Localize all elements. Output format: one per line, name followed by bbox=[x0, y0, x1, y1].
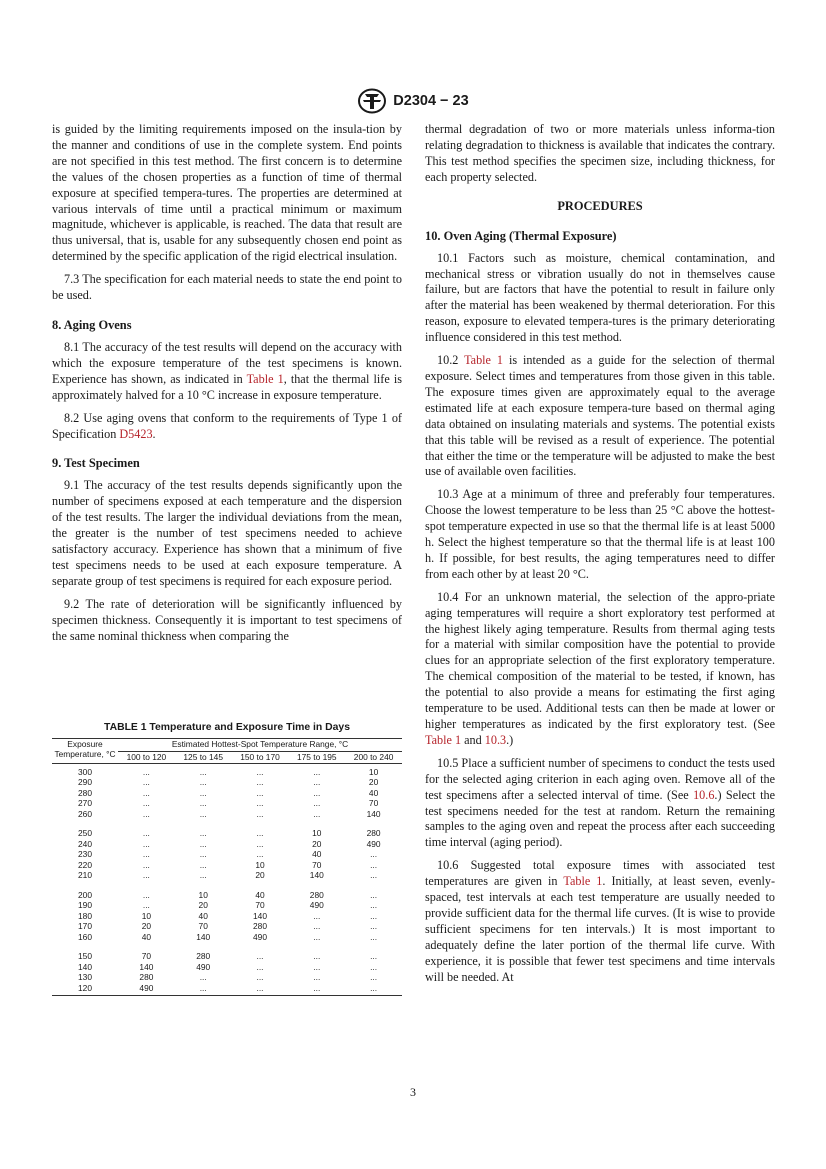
table-cell: ... bbox=[199, 808, 207, 819]
table-cell: 280 bbox=[139, 972, 154, 983]
table-cell: ... bbox=[199, 777, 207, 788]
paragraph-10-4: 10.4 For an unknown material, the selection of the appro-priate aging temperatures will require a short exploratory test performed at the highest likely aging temperature. Results from thermal aging tests for a material with similar composition have the potential to provide clues for an appropriate selection of the first exploratory temperature. The chemical composition of the material to be tested, if known, has the potential to also provide a means for estimating the first aging temperature to be used. Additional tests can then be made at lower or higher temperatures as indicated by the first exploratory test. (See Table 1 and 10.3.) bbox=[425, 589, 775, 747]
table-cell: ... bbox=[175, 983, 232, 996]
table-cell: ... bbox=[256, 951, 264, 962]
paragraph-10-3: 10.3 Age at a minimum of three and preferably four temperatures. Choose the lowest temperature to be less than 25 °C above the hottest-spot temperature expected in use so that the thermal life is at least 5000 h. Select the highest temperature so that the thermal life is at least 100 h. If possible, for best results, the aging temperatures need to differ from each other by at least 20 °C. bbox=[425, 487, 775, 581]
table-cell: 140 bbox=[309, 870, 324, 881]
table-cell: 40 bbox=[368, 787, 379, 798]
table-cell: ... bbox=[142, 838, 150, 849]
table-cell: ... bbox=[199, 838, 207, 849]
table-cell: 280 bbox=[196, 951, 211, 962]
section-10-3-link[interactable]: 10.3 bbox=[484, 732, 507, 747]
table-cell: ... bbox=[370, 931, 378, 942]
table-cell: 40 bbox=[312, 849, 322, 860]
table-cell: ... bbox=[313, 798, 321, 809]
table-cell: 250 bbox=[78, 828, 92, 839]
temperature-exposure-table bbox=[52, 738, 402, 996]
table-cell: ... bbox=[142, 766, 150, 777]
table-cell: ... bbox=[199, 787, 207, 798]
table-cell: ... bbox=[199, 972, 207, 983]
table-cell: 280 bbox=[253, 921, 267, 932]
paragraph-7-2-continuation: is guided by the limiting requirements imposed on the insula-tion by the manner and conditions of use in the complete system. End points are not specified in this test method. The first concern is to determine the values of the chosen properties as a function of time of thermal exposure at specified tempera-tures. The properties are determined at various intervals of time until a practical minimum or maximum magnitude, whichever is applicable, is reached. The data that result are thus universal, that is, usable for any subsequently chosen end point as determined by the specific application of the rigid electrical insulation. bbox=[52, 122, 402, 264]
table-cell: ... bbox=[370, 870, 378, 881]
table-cell: 160 bbox=[78, 931, 92, 942]
paragraph-9-1: 9.1 The accuracy of the test results depends significantly upon the number of specimens exposed at each temperature and the dispersion of the test results. The larger the individual deviations from the mean, the greater is the number of test specimens needed to achieve satisfactory accuracy. Experience has shown that a minimum of five test specimens needs to be used at each exposure temperature. A separate group of test specimens is required for each exposure period. bbox=[52, 478, 402, 588]
section-heading-8: 8. Aging Ovens bbox=[52, 317, 132, 332]
table-cell: ... bbox=[142, 889, 150, 900]
column-header-range-1: 100 to 120 bbox=[118, 752, 175, 763]
table-cell: ... bbox=[313, 961, 321, 972]
table-cell: ... bbox=[142, 859, 150, 870]
table-cell: 490 bbox=[253, 931, 267, 942]
column-header-range: Estimated Hottest-Spot Temperature Range, °C bbox=[118, 739, 402, 752]
table-cell: ... bbox=[370, 972, 378, 983]
table-row bbox=[52, 788, 402, 799]
table-cell: 140 bbox=[78, 961, 92, 972]
table-cell: ... bbox=[256, 828, 264, 839]
table-cell: 280 bbox=[366, 828, 381, 839]
table-row bbox=[52, 798, 402, 809]
table-cell: ... bbox=[199, 870, 207, 881]
table-cell: 70 bbox=[368, 798, 379, 809]
d5423-link[interactable]: D5423 bbox=[119, 426, 153, 441]
table-cell: 220 bbox=[78, 859, 92, 870]
table-row bbox=[52, 839, 402, 850]
table-cell: ... bbox=[370, 961, 378, 972]
table-cell: ... bbox=[313, 910, 321, 921]
table-row bbox=[52, 819, 402, 839]
table-cell: ... bbox=[370, 910, 378, 921]
table-cell: ... bbox=[256, 972, 264, 983]
table-cell: 10 bbox=[198, 889, 208, 900]
table-cell: 490 bbox=[309, 900, 324, 911]
table-cell: 300 bbox=[78, 766, 92, 777]
table-cell: ... bbox=[370, 889, 378, 900]
table-cell: 200 bbox=[78, 889, 92, 900]
table-cell: 70 bbox=[255, 900, 265, 911]
table-cell: ... bbox=[256, 798, 264, 809]
table-cell: 260 bbox=[78, 808, 92, 819]
table-cell: ... bbox=[313, 787, 321, 798]
table-cell: ... bbox=[256, 961, 264, 972]
table-cell: ... bbox=[256, 777, 264, 788]
table-row bbox=[52, 921, 402, 932]
table-cell: ... bbox=[199, 828, 207, 839]
table-cell: 280 bbox=[309, 889, 324, 900]
table-cell: ... bbox=[142, 808, 150, 819]
table-row bbox=[52, 860, 402, 871]
table-cell: ... bbox=[256, 838, 264, 849]
table-cell: ... bbox=[313, 972, 321, 983]
table-title: TABLE 1 Temperature and Exposure Time in Days bbox=[104, 722, 350, 733]
column-header-exposure-temperature: Exposure Temperature, °C bbox=[52, 739, 118, 764]
table-cell: ... bbox=[313, 808, 321, 819]
table-cell: ... bbox=[370, 900, 378, 911]
table-cell: ... bbox=[199, 849, 207, 860]
table-cell: 20 bbox=[312, 838, 322, 849]
table-cell: ... bbox=[370, 921, 378, 932]
table-cell: 140 bbox=[253, 910, 267, 921]
table-cell: ... bbox=[313, 931, 321, 942]
table-cell: ... bbox=[142, 798, 150, 809]
paragraph-9-2-continuation: thermal degradation of two or more materials unless informa-tion relating degradation to thickness is available that indicates the contrary. This test method specifies the specimen size, including thickness, for each property selected. bbox=[425, 122, 775, 184]
table-cell: 20 bbox=[255, 870, 265, 881]
table-cell: ... bbox=[370, 849, 378, 860]
table-cell: 40 bbox=[198, 910, 208, 921]
table-cell: 70 bbox=[312, 859, 322, 870]
table-cell: ... bbox=[313, 777, 321, 788]
table-cell: 120 bbox=[52, 983, 118, 996]
paragraph-10-6: 10.6 Suggested total exposure times with associated test temperatures are given in Table 1. Initially, at least seven, evenly-spaced, test intervals at each test temperature are usually needed to provide sufficient data for the thermal life curves. (It is wise to provide sufficient specimens for ten intervals.) It is most important to adequately define the later portion of the thermal life curve. With experience, it is possible that fewer test specimens and time intervals will be needed. At bbox=[425, 858, 776, 984]
table-row bbox=[52, 932, 402, 943]
table-cell: 20 bbox=[368, 777, 379, 788]
table-cell: 270 bbox=[78, 798, 92, 809]
page-header bbox=[0, 88, 826, 114]
table-cell: ... bbox=[256, 849, 264, 860]
table-cell: ... bbox=[199, 798, 207, 809]
table-cell: ... bbox=[288, 983, 345, 996]
table-row bbox=[52, 972, 402, 983]
table-cell: 140 bbox=[196, 931, 211, 942]
table-cell: 240 bbox=[78, 838, 92, 849]
table-1 bbox=[52, 722, 402, 996]
table-cell: 490 bbox=[366, 838, 381, 849]
paragraph-9-2: 9.2 The rate of deterioration will be significantly influenced by specimen thickness. Consequently it is important to test specimens of the same nominal thickness when comparing the bbox=[52, 596, 402, 643]
table-cell: 140 bbox=[139, 961, 154, 972]
paragraph-7-3: 7.3 The specification for each material needs to state the end point to be used. bbox=[52, 272, 402, 303]
table-row bbox=[52, 900, 402, 911]
table-cell: 10 bbox=[312, 828, 322, 839]
table-cell: 140 bbox=[366, 808, 381, 819]
table-row bbox=[52, 849, 402, 860]
table-cell: ... bbox=[313, 951, 321, 962]
section-heading-9: 9. Test Specimen bbox=[52, 456, 140, 471]
table-cell: ... bbox=[256, 766, 264, 777]
table-cell: 490 bbox=[196, 961, 211, 972]
table-cell: ... bbox=[142, 900, 150, 911]
table-cell: 180 bbox=[78, 910, 92, 921]
column-header-range-2: 125 to 145 bbox=[175, 752, 232, 763]
column-header-range-3: 150 to 170 bbox=[232, 752, 289, 763]
column-header-range-4: 175 to 195 bbox=[288, 752, 345, 763]
document-id: D2304 − 23 bbox=[393, 93, 469, 109]
page-number: 3 bbox=[410, 1085, 416, 1099]
table-cell: 190 bbox=[78, 900, 92, 911]
section-10-6-link[interactable]: 10.6 bbox=[693, 787, 715, 802]
table-1-link[interactable]: Table 1 bbox=[563, 874, 603, 889]
table-cell: 210 bbox=[78, 870, 92, 881]
table-cell: 40 bbox=[141, 931, 152, 942]
table-cell: 170 bbox=[78, 921, 92, 932]
table-cell: ... bbox=[142, 777, 150, 788]
table-cell: ... bbox=[199, 766, 207, 777]
table-cell: 10 bbox=[368, 766, 379, 777]
table-cell: 20 bbox=[141, 921, 152, 932]
left-column bbox=[52, 122, 402, 644]
table-cell: 40 bbox=[255, 889, 265, 900]
table-cell: 10 bbox=[255, 859, 265, 870]
paragraph-8-1: 8.1 The accuracy of the test results will depend on the accuracy with which the exposure temperature of the test specimens is known. Experience has shown, as indicated in Table 1, that the thermal life is approximately halved for a 10 °C increase in exposure temperature. bbox=[52, 339, 402, 402]
table-cell: 490 bbox=[118, 983, 175, 996]
table-1-link[interactable]: Table 1 bbox=[246, 371, 284, 386]
table-row bbox=[52, 870, 402, 881]
table-1-link[interactable]: Table 1 bbox=[425, 732, 462, 747]
table-row bbox=[52, 809, 402, 820]
table-cell: 150 bbox=[78, 951, 92, 962]
table-cell: ... bbox=[199, 859, 207, 870]
paragraph-10-5: 10.5 Place a sufficient number of specimens to conduct the tests used for the selected aging criterion in each aging oven. Remove all of the test specimens after a selected interval of time. (See 10.6.) Select the test specimens needed for the test at random. Return the remaining samples to the aging oven and repeat the process after each succeeding time interval (aging period). bbox=[425, 755, 775, 850]
table-cell: 130 bbox=[78, 972, 92, 983]
table-cell: ... bbox=[370, 951, 378, 962]
table-cell: ... bbox=[142, 870, 150, 881]
table-cell: ... bbox=[232, 983, 289, 996]
paragraph-8-2: 8.2 Use aging ovens that conform to the requirements of Type 1 of Specification D5423. bbox=[52, 410, 402, 441]
table-1-link[interactable]: Table 1 bbox=[464, 353, 503, 368]
table-row bbox=[52, 911, 402, 922]
section-heading-10: 10. Oven Aging (Thermal Exposure) bbox=[425, 228, 617, 243]
column-header-range-5: 200 to 240 bbox=[345, 752, 402, 763]
table-cell: ... bbox=[345, 983, 402, 996]
table-row bbox=[52, 962, 402, 973]
table-cell: 70 bbox=[141, 951, 152, 962]
table-row bbox=[52, 763, 402, 777]
table-cell: 280 bbox=[78, 787, 92, 798]
table-row bbox=[52, 983, 402, 996]
table-cell: ... bbox=[142, 787, 150, 798]
table-cell: ... bbox=[313, 766, 321, 777]
table-cell: ... bbox=[256, 787, 264, 798]
table-cell: 290 bbox=[78, 777, 92, 788]
right-column bbox=[425, 122, 775, 986]
paragraph-10-1: 10.1 Factors such as moisture, chemical contamination, and mechanical stress or vibration usually do not in themselves cause failure, but are factors that have the potential to result in failure only after the material has been weakened by thermal deterioration. For this reason, exposure to elevated tempera-tures is the primary deteriorating influence considered in this test method. bbox=[425, 250, 775, 345]
table-cell: ... bbox=[256, 808, 264, 819]
table-cell: ... bbox=[142, 828, 150, 839]
table-cell: ... bbox=[313, 921, 321, 932]
paragraph-10-2: 10.2 Table 1 is intended as a guide for the selection of thermal exposure. Select times and temperatures from those given in this table. The exposure times given are approximately equal to the average estimated life at each exposure tempera-ture based on thermal aging data obtained on insulating materials and systems. The potential exists that this table will be revised as a result of experience. The potential that either the time or the temperature will be adjusted to make the best use of available oven facilities. bbox=[425, 353, 775, 479]
table-cell: ... bbox=[370, 859, 378, 870]
table-row bbox=[52, 777, 402, 788]
table-cell: ... bbox=[142, 849, 150, 860]
table-cell: 20 bbox=[198, 900, 208, 911]
table-row bbox=[52, 942, 402, 962]
table-cell: 230 bbox=[78, 849, 92, 860]
table-row bbox=[52, 881, 402, 901]
procedures-heading: PROCEDURES bbox=[557, 198, 643, 213]
table-cell: 70 bbox=[198, 921, 208, 932]
table-cell: 10 bbox=[141, 910, 152, 921]
astm-logo-icon bbox=[357, 88, 387, 114]
